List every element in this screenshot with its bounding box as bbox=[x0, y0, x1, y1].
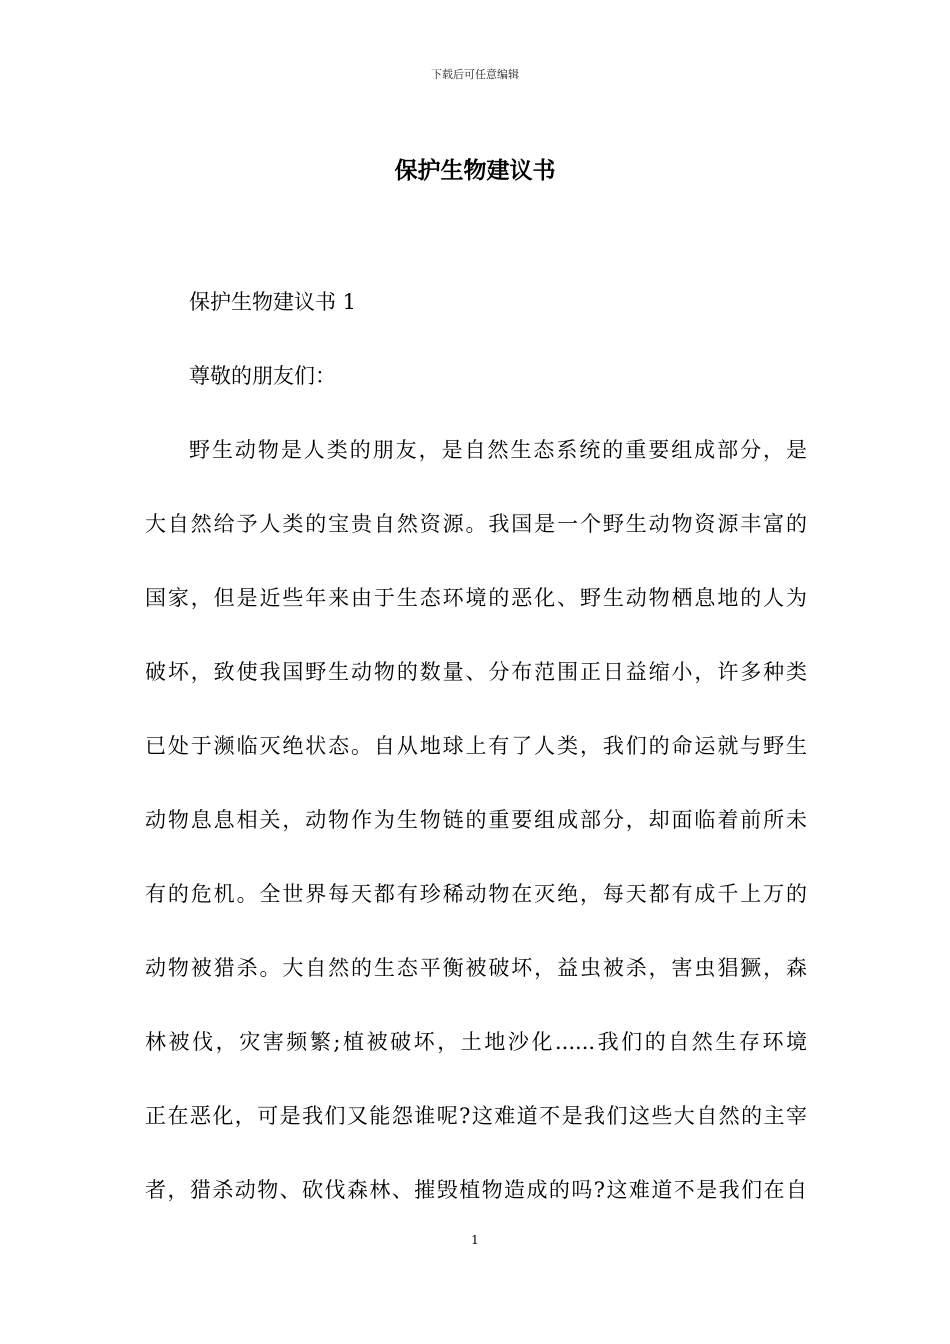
paragraph-line: 野生动物是人类的朋友，是自然生态系统的重要组成部分，是 bbox=[189, 438, 807, 462]
document-title: 保护生物建议书 bbox=[394, 157, 556, 184]
paragraph-line: 国家，但是近些年来由于生态环境的恶化、野生动物栖息地的人为 bbox=[145, 586, 807, 610]
header-note: 下载后可任意编辑 bbox=[431, 68, 519, 81]
paragraph-line: 已处于濒临灭绝状态。自从地球上有了人类，我们的命运就与野生 bbox=[145, 734, 807, 758]
page-number: 1 bbox=[471, 1233, 479, 1247]
paragraph-line: 动物被猎杀。大自然的生态平衡被破坏，益虫被杀，害虫猖獗，森 bbox=[145, 956, 807, 980]
paragraph-line: 有的危机。全世界每天都有珍稀动物在灭绝，每天都有成千上万的 bbox=[145, 882, 807, 906]
paragraph-line: 动物息息相关，动物作为生物链的重要组成部分，却面临着前所未 bbox=[145, 808, 807, 832]
paragraph-line: 正在恶化，可是我们又能怨谁呢?这难道不是我们这些大自然的主宰 bbox=[145, 1104, 807, 1128]
paragraph-line: 破坏，致使我国野生动物的数量、分布范围正日益缩小，许多种类 bbox=[145, 660, 807, 684]
greeting-line: 尊敬的朋友们： bbox=[189, 364, 336, 388]
document-body bbox=[145, 279, 807, 1241]
paragraph-line: 林被伐，灾害频繁;植被破坏，土地沙化......我们的自然生存环境 bbox=[145, 1030, 807, 1054]
section-heading: 保护生物建议书 1 bbox=[189, 290, 357, 314]
paragraph-line: 大自然给予人类的宝贵自然资源。我国是一个野生动物资源丰富的 bbox=[145, 512, 807, 536]
paragraph-line: 者，猎杀动物、砍伐森林、摧毁植物造成的吗?这难道不是我们在自 bbox=[145, 1178, 807, 1202]
